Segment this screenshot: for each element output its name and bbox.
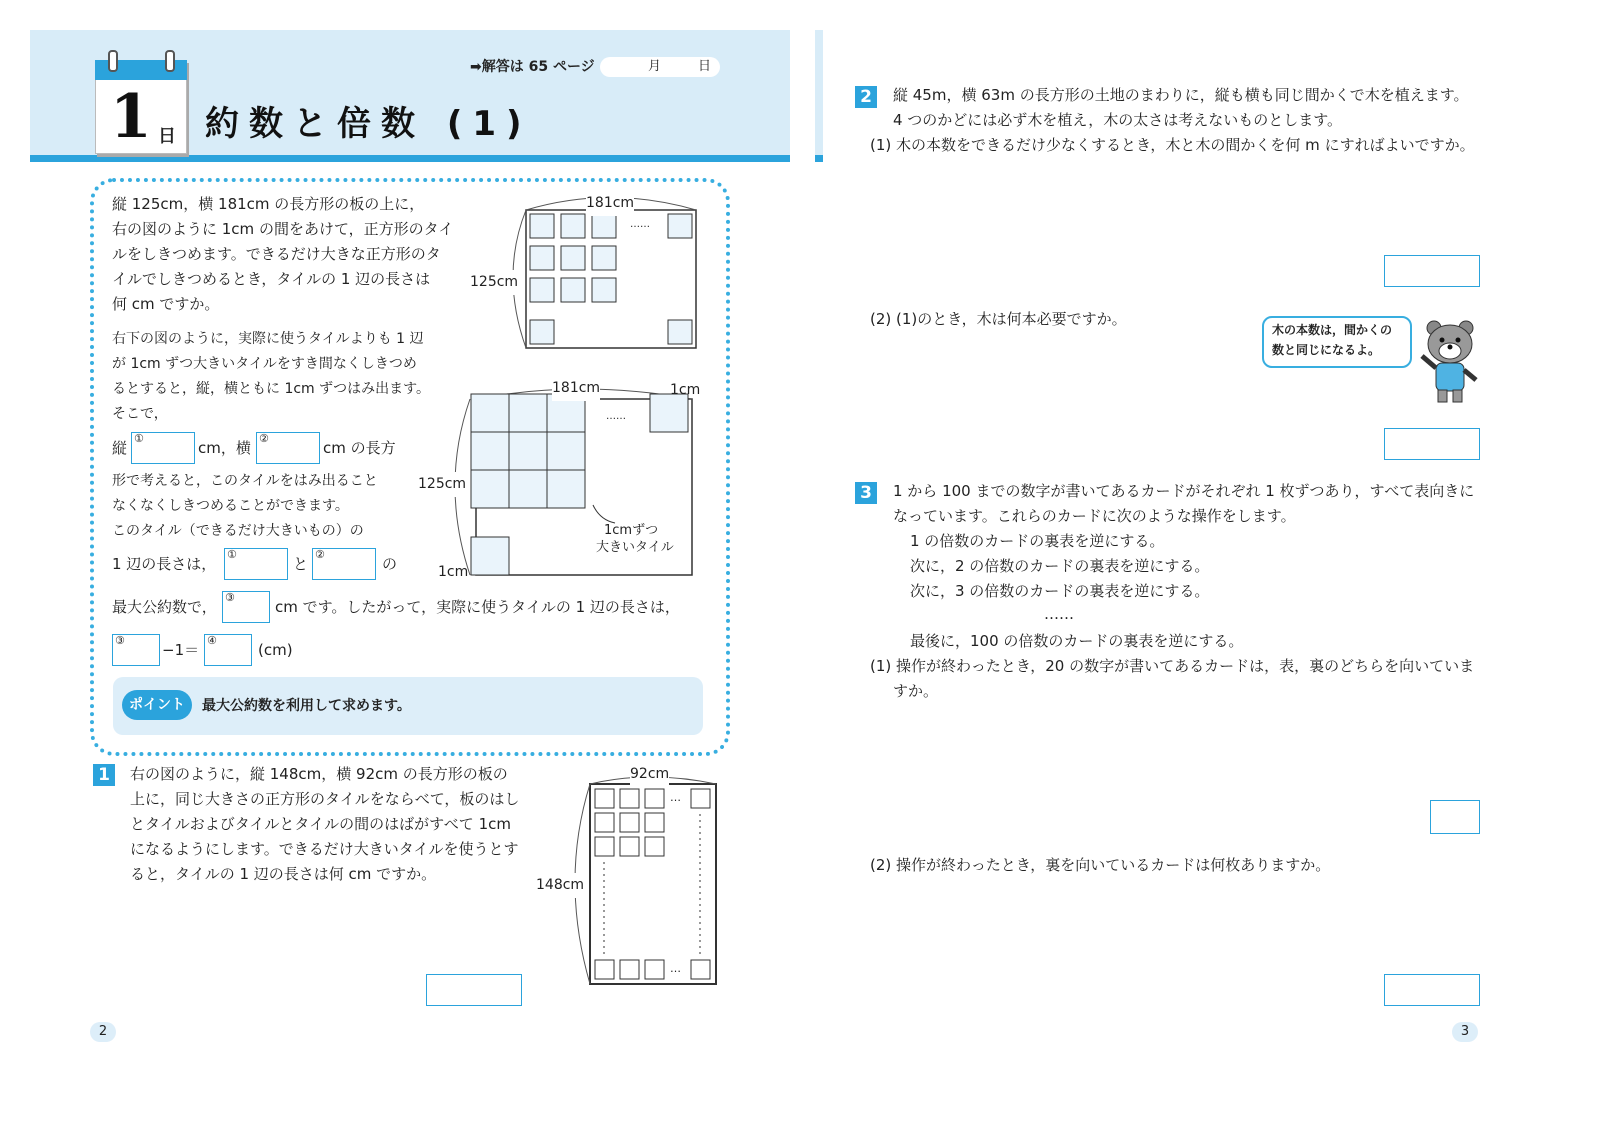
bear-mascot-icon	[1418, 318, 1488, 408]
example-line: 縦 125cm，横 181cm の長方形の板の上に，	[112, 195, 425, 213]
fill-text: 最大公約数で，	[112, 598, 217, 616]
page-number-left: 2	[90, 1022, 116, 1042]
q3-2-answer-box[interactable]	[1384, 974, 1480, 1006]
q2-2-answer-box[interactable]	[1384, 428, 1480, 460]
blank-number: ①	[227, 548, 237, 561]
q3-sub1: (1) 操作が終わったとき，20 の数字が書いてあるカードは，表，裏のどちらを向いていま	[870, 657, 1475, 675]
fill-text: −1＝	[162, 641, 200, 659]
q1-fig-height-label: 148cm	[536, 873, 584, 898]
month-label: 月	[648, 59, 662, 74]
q2-sub2: (2) (1)のとき，木は何本必要ですか。	[870, 310, 1127, 328]
q3-sub1-cont: すか。	[893, 682, 939, 700]
blank-number: ①	[134, 432, 144, 445]
right-page-header-edge	[815, 30, 823, 160]
q1-line: とタイルおよびタイルとタイルの間のはばがすべて 1cm	[130, 815, 511, 833]
q2-line: 4 つのかどには必ず木を植え，木の太さは考えないものとします。	[893, 111, 1343, 129]
calendar-ring-icon	[165, 50, 175, 72]
q3-op: 次に，3 の倍数のカードの裏表を逆にする。	[910, 582, 1210, 600]
question-2-number: 2	[855, 86, 877, 108]
blank-number: ④	[207, 634, 217, 647]
page-title: 約数と倍数 (1)	[205, 104, 532, 144]
explain-line: るとすると，縦，横ともに 1cm ずつはみ出ます。	[112, 381, 431, 397]
calendar-ring-icon	[108, 50, 118, 72]
right-page-header-stripe	[815, 155, 823, 162]
q3-op: 1 の倍数のカードの裏表を逆にする。	[910, 532, 1165, 550]
point-text: 最大公約数を利用して求めます。	[202, 698, 411, 714]
fig2-overhang-label-bottom: 1cm	[438, 564, 469, 580]
header-stripe	[30, 155, 790, 162]
tile-figure-q1	[560, 770, 730, 990]
explain-line: このタイル（できるだけ大きいもの）の	[112, 523, 364, 539]
fig1-height-label: 125cm	[470, 270, 518, 295]
example-line: 右の図のように 1cm の間をあけて，正方形のタイ	[112, 220, 454, 238]
example-line: ルをしきつめます。できるだけ大きな正方形のタ	[112, 245, 441, 263]
explain-line: そこで，	[112, 406, 168, 422]
q2-sub1: (1) 木の本数をできるだけ少なくするとき，木と木の間かくを何 m にすればよいですか。	[870, 136, 1475, 154]
q1-line: 右の図のように，縦 148cm，横 92cm の長方形の板の	[130, 765, 508, 783]
fill-text: (cm)	[258, 641, 293, 659]
page-number-right: 3	[1452, 1022, 1478, 1042]
fill-text: の	[382, 555, 398, 573]
fill-text: cm の長方	[323, 439, 396, 457]
fig2-overhang-label: 1cm	[670, 382, 701, 398]
explain-line: 右下の図のように，実際に使うタイルよりも 1 辺	[112, 331, 424, 347]
q3-op: 次に，2 の倍数のカードの裏表を逆にする。	[910, 557, 1210, 575]
q1-fig-dots: …	[670, 791, 681, 804]
hint-line: 木の本数は，間かくの	[1272, 323, 1393, 337]
day-number: 1	[110, 82, 152, 152]
explain-line: が 1cm ずつ大きいタイルをすき間なくしきつめ	[112, 356, 417, 372]
blank-number: ②	[315, 548, 325, 561]
q1-line: になるようにします。できるだけ大きいタイルを使うとす	[130, 840, 519, 858]
blank-number: ②	[259, 432, 269, 445]
hint-line: 数と同じになるよ。	[1272, 343, 1381, 357]
blank-number: ③	[225, 591, 235, 604]
q1-answer-box[interactable]	[426, 974, 522, 1006]
date-field[interactable]	[600, 57, 720, 77]
fig2-height-label: 125cm	[418, 472, 466, 497]
answer-reference: ➡解答は 65 ページ	[470, 59, 595, 75]
question-1-number: 1	[93, 764, 115, 786]
fig1-dots: ……	[630, 219, 650, 230]
fig2-width-label: 181cm	[552, 376, 600, 401]
q2-line: 縦 45m，横 63m の長方形の土地のまわりに，縦も横も同じ間かくで木を植えます。	[893, 86, 1469, 104]
q3-op: ……	[1044, 605, 1074, 623]
explain-line: 形で考えると，このタイルをはみ出ること	[112, 473, 378, 489]
question-3-number: 3	[855, 482, 877, 504]
q3-1-answer-box[interactable]	[1430, 800, 1480, 834]
fig1-width-label: 181cm	[586, 191, 634, 216]
fill-text: 1 辺の長さは，	[112, 555, 217, 573]
q1-fig-width-label: 92cm	[630, 762, 669, 787]
fig2-note: 1cmずつ	[604, 523, 659, 538]
q1-line: ると，タイルの 1 辺の長さは何 cm ですか。	[130, 865, 437, 883]
example-line: イルでしきつめるとき，タイルの 1 辺の長さは	[112, 270, 431, 288]
blank-number: ③	[115, 634, 125, 647]
day-label: 日	[698, 59, 712, 74]
q3-line: なっています。これらのカードに次のような操作をします。	[893, 507, 1296, 525]
q1-line: 上に，同じ大きさの正方形のタイルをならべて，板のはし	[130, 790, 520, 808]
q2-1-answer-box[interactable]	[1384, 255, 1480, 287]
explain-line: なくなくしきつめることができます。	[112, 498, 349, 514]
fill-text: と	[293, 555, 309, 573]
q1-fig-dots: …	[670, 962, 681, 975]
fill-text: cm です。したがって，実際に使うタイルの 1 辺の長さは，	[275, 598, 680, 616]
hint-speech-bubble	[1262, 316, 1412, 368]
q3-line: 1 から 100 までの数字が書いてあるカードがそれぞれ 1 枚ずつあり，すべて表向きに	[893, 482, 1475, 500]
q3-sub2: (2) 操作が終わったとき，裏を向いているカードは何枚ありますか。	[870, 856, 1331, 874]
day-unit: 日	[158, 126, 176, 147]
q3-op: 最後に，100 の倍数のカードの裏表を逆にする。	[910, 632, 1244, 650]
fill-text: 縦	[112, 439, 128, 457]
fig2-note: 大きいタイル	[596, 540, 674, 555]
fill-text: cm，横	[198, 439, 251, 457]
example-line: 何 cm ですか。	[112, 295, 220, 313]
point-badge: ポイント	[122, 690, 192, 720]
fig2-dots: ……	[606, 411, 626, 422]
